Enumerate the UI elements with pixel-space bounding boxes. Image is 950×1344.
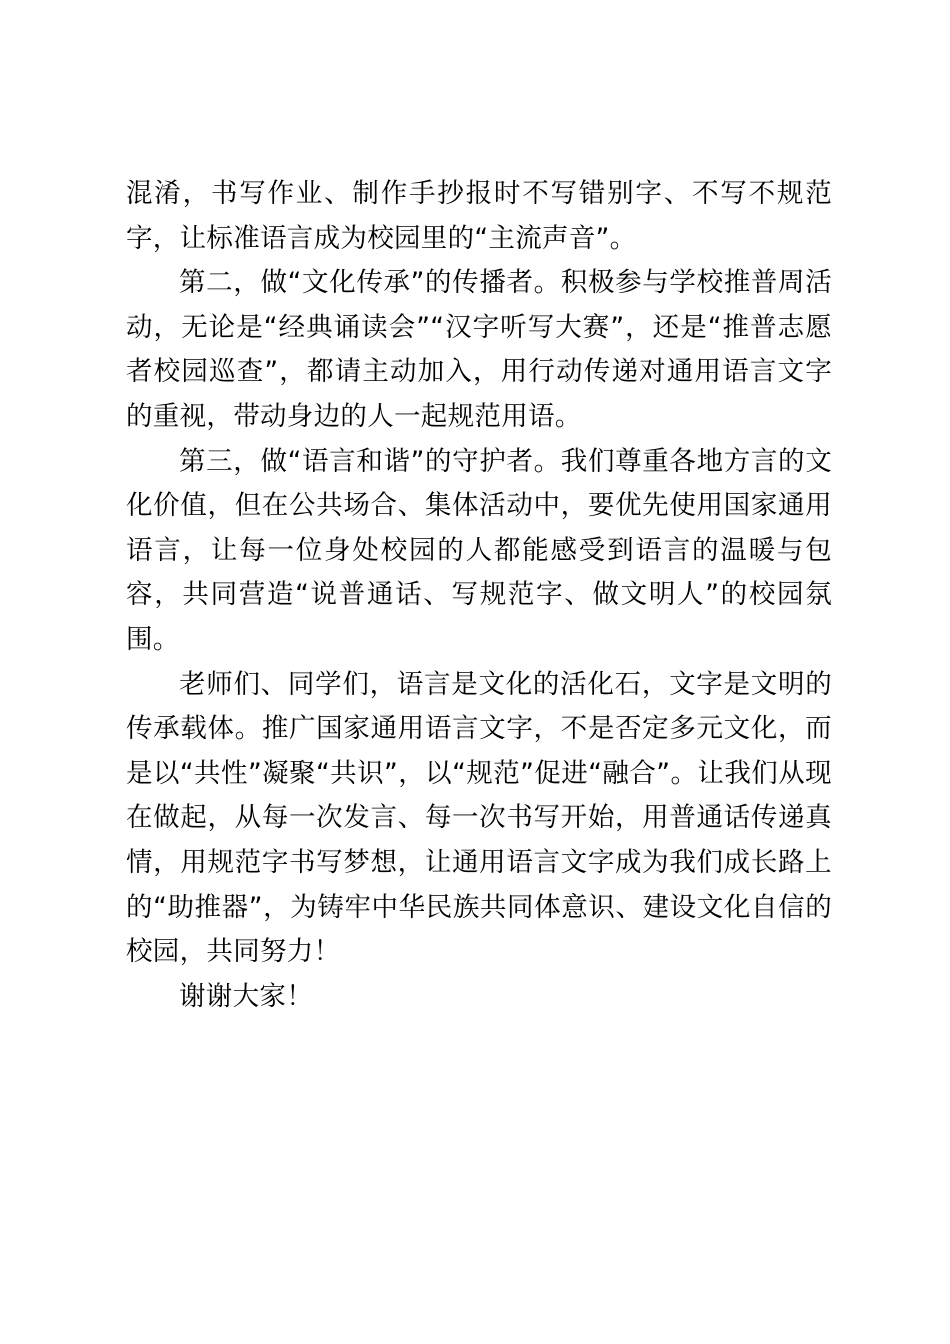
document-page (126, 172, 832, 1019)
paragraph-conclusion: 老师们、同学们，语言是文化的活化石，文字是文明的传承载体。推广国家通用语言文字，不是否定多元文化，而是以“共性”凝聚“共识”，以“规范”促进“融合”。让我们从现在做起，从每一次发言、每一次书写开始，用普通话传递真情，用规范字书写梦想，让通用语言文字成为我们成长路上的“助推器”，为铸牢中华民族共同体意识、建设文化自信的校园，共同努力！ (126, 668, 832, 968)
paragraph-point-three: 第三，做“语言和谐”的守护者。我们尊重各地方言的文化价值，但在公共场合、集体活动中，要优先使用国家通用语言，让每一位身处校园的人都能感受到语言的温暖与包容，共同营造“说普通话、写规范字、做文明人”的校园氛围。 (126, 445, 832, 655)
paragraph-point-two: 第二，做“文化传承”的传播者。积极参与学校推普周活动，无论是“经典诵读会”“汉字听写大赛”，还是“推普志愿者校园巡查”，都请主动加入，用行动传递对通用语言文字的重视，带动身边的人一起规范用语。 (126, 267, 832, 432)
paragraph-continued: 混淆，书写作业、制作手抄报时不写错别字、不写不规范字，让标准语言成为校园里的“主流声音”。 (126, 178, 832, 254)
paragraph-thanks: 谢谢大家！ (179, 980, 313, 1012)
